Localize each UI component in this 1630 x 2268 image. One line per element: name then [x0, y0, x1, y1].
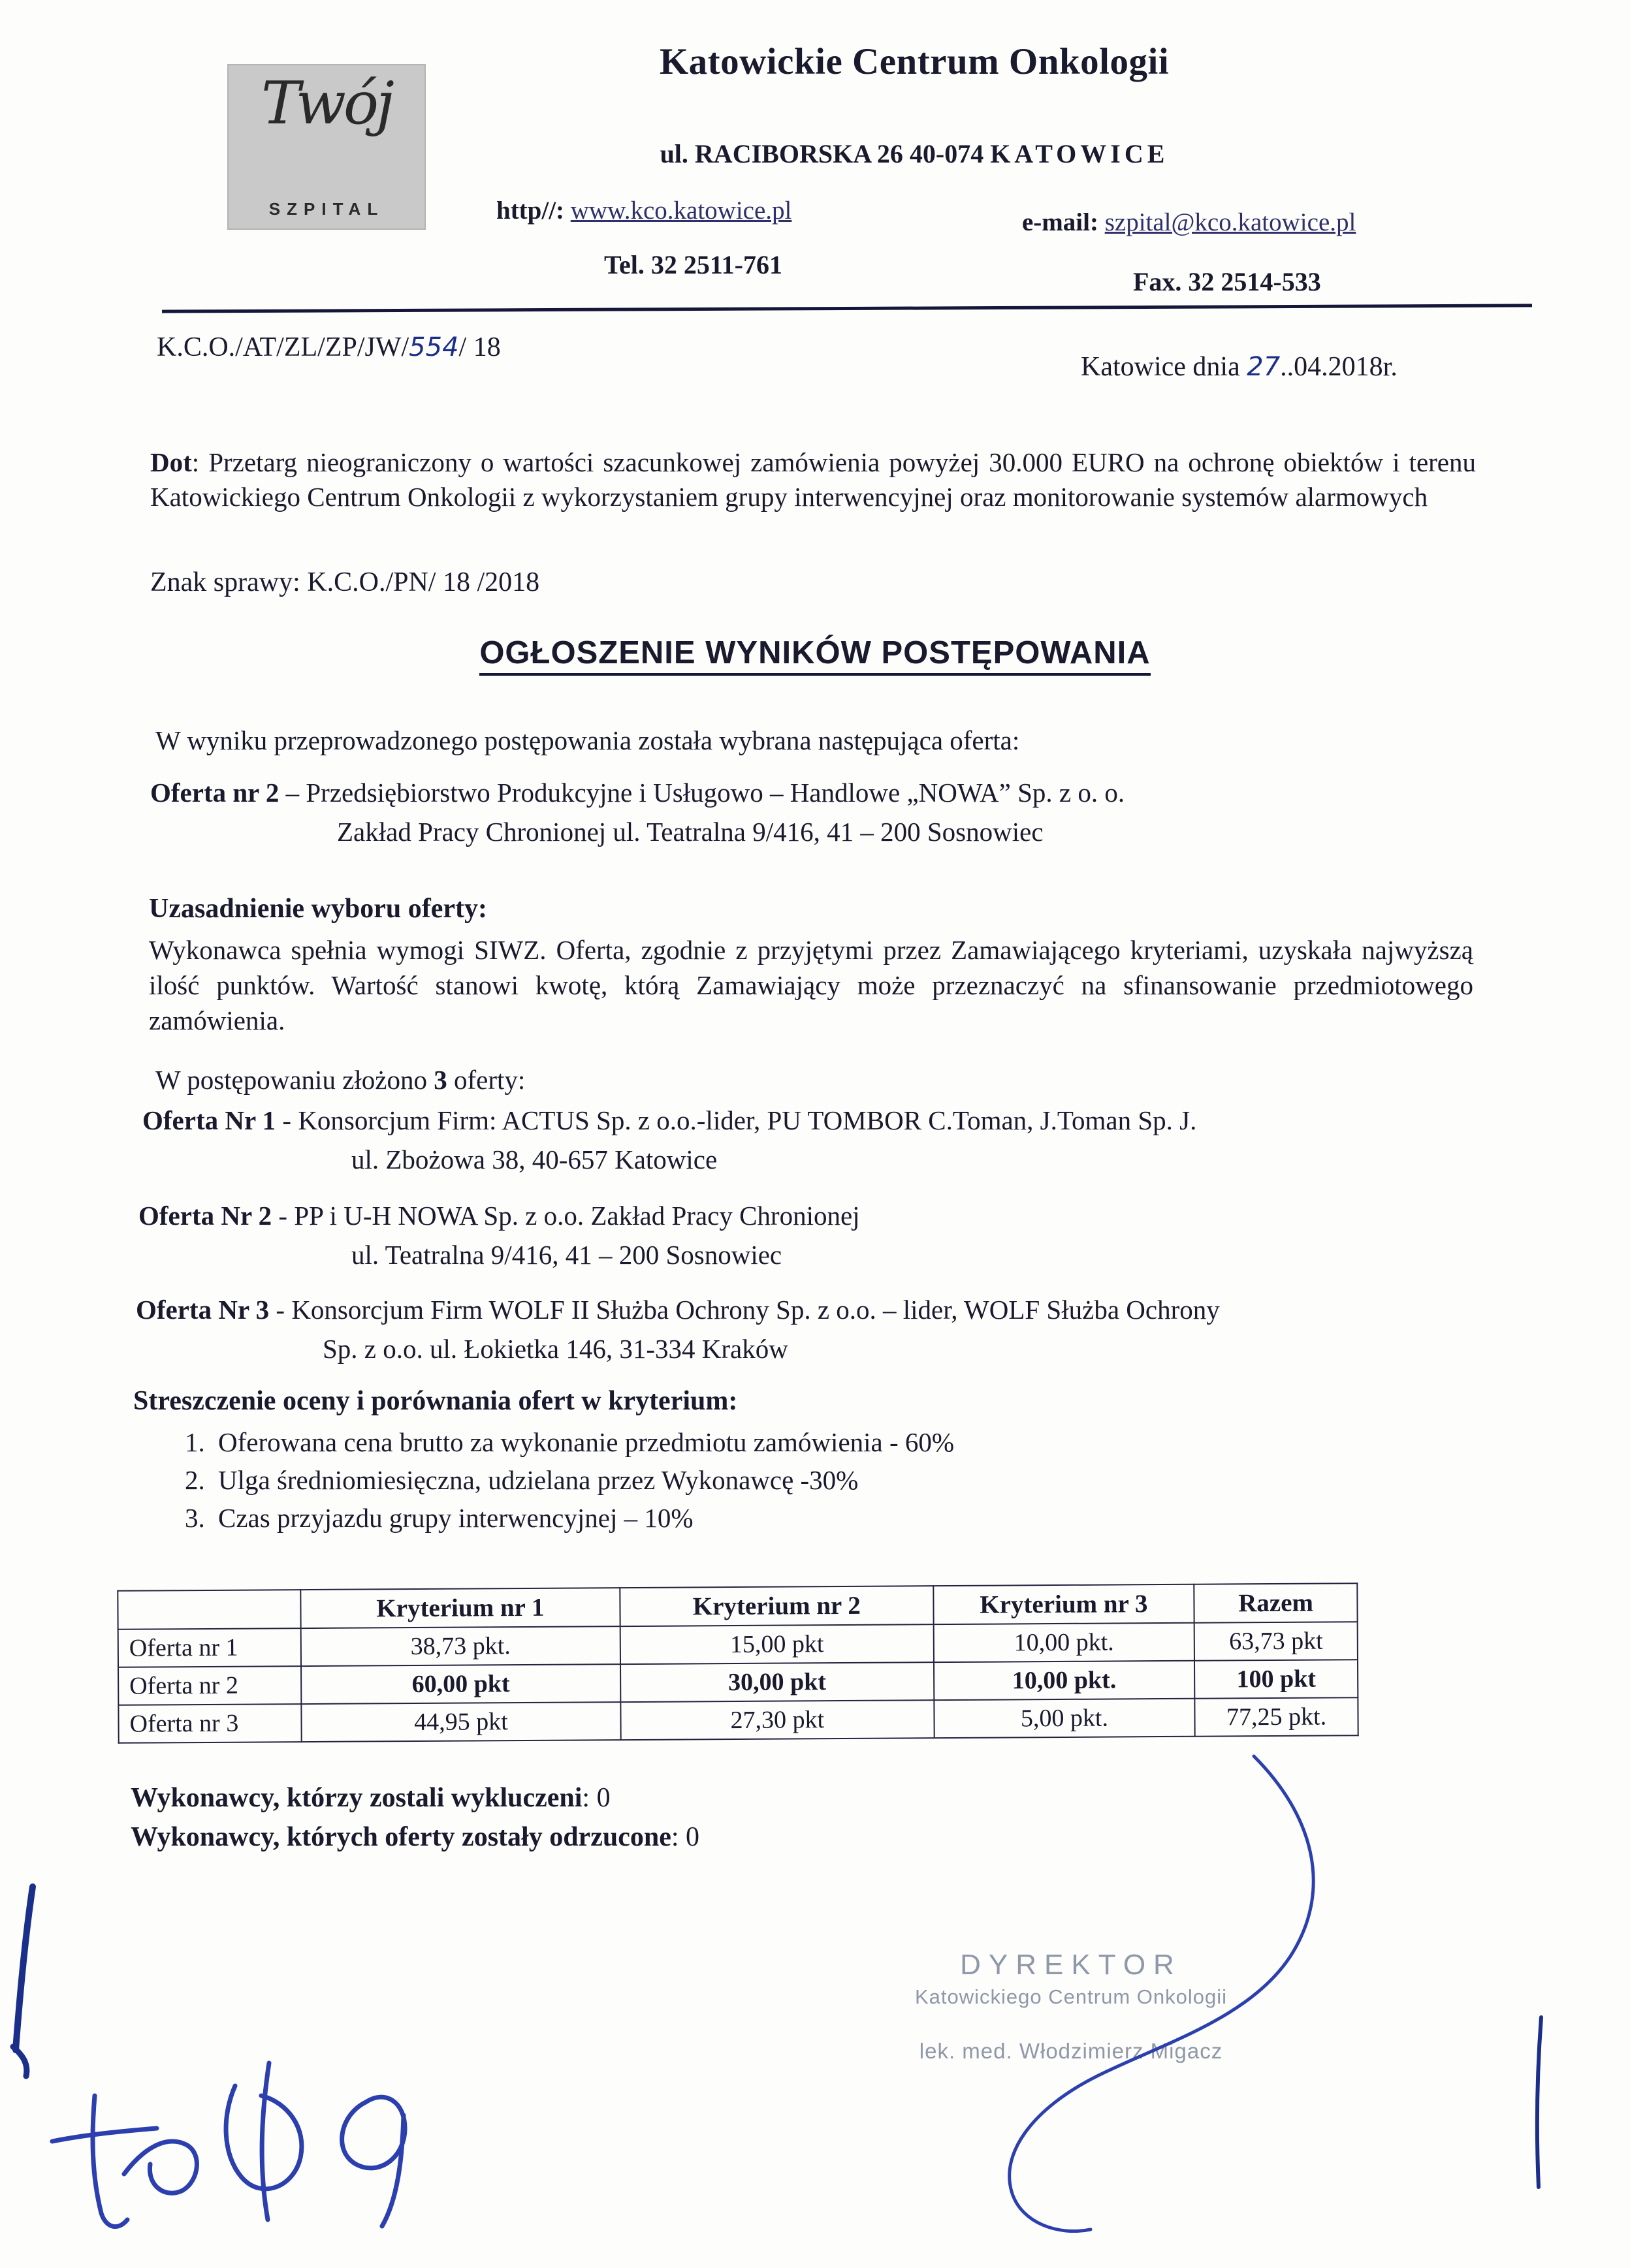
telephone-number: Tel. 32 2511-761 [604, 250, 782, 279]
website-link[interactable]: www.kco.katowice.pl [570, 197, 792, 225]
justification-body: Wykonawca spełnia wymogi SIWZ. Oferta, zgodnie z przyjętymi przez Zamawiającego kryteriami, uzyskała najwyższą ilość punktów. Wartość stanowi kwotę, którą Zamawiający może przeznaczyć na sfinansowanie przedmiotowego zamówienia. [149, 935, 1473, 1036]
table-header-cell [118, 1590, 300, 1630]
criteria-item: 2. Ulga średniomiesięczna, udzielana przez Wykonawcę -30% [212, 1461, 954, 1499]
case-number: Znak sprawy: K.C.O./PN/ 18 /2018 [150, 567, 540, 597]
address-street: ul. RACIBORSKA 26 40-074 [660, 139, 991, 168]
place-date-suffix: ..04.2018r. [1280, 352, 1398, 382]
fax-number: Fax. 32 2514-533 [1133, 267, 1321, 296]
reference-number [157, 332, 501, 363]
table-cell-total: 63,73 pkt [1194, 1622, 1358, 1661]
offer-2-name: - PP i U-H NOWA Sp. z o.o. Zakład Pracy Chronionej [272, 1201, 860, 1231]
table-row [118, 1697, 1358, 1743]
table-cell-total: 77,25 pkt. [1195, 1697, 1358, 1737]
place-date-prefix: Katowice dnia [1081, 352, 1247, 382]
director-stamp [849, 1949, 1293, 2064]
table-cell-criterion3: 5,00 pkt. [934, 1699, 1195, 1738]
table-cell-criterion3: 10,00 pkt. [934, 1661, 1195, 1700]
offer-1-name: - Konsorcjum Firm: ACTUS Sp. z o.o.-lider, PU TOMBOR C.Toman, J.Toman Sp. J. [276, 1105, 1197, 1135]
reference-suffix: / 18 [458, 332, 501, 362]
offer-3-line [136, 1294, 1220, 1325]
website-label: http//: [496, 197, 571, 225]
subject-paragraph [150, 445, 1476, 515]
table-cell-offer-label: Oferta nr 2 [118, 1666, 301, 1705]
excluded-contractors-line [131, 1782, 611, 1814]
table-cell-criterion1: 38,73 pkt. [300, 1626, 620, 1666]
table-header-cell: Kryterium nr 1 [300, 1588, 620, 1628]
website-line [496, 196, 791, 225]
reference-handwritten-number: 554 [409, 332, 459, 362]
winning-offer-address: Zakład Pracy Chronionej ul. Teatralna 9/416, 41 – 200 Sosnowiec [337, 817, 1044, 847]
signature-ink [26, 2024, 496, 2239]
submitted-count-prefix: W postępowaniu złożono [155, 1065, 434, 1095]
right-margin-ink [1522, 2011, 1561, 2207]
email-label: e-mail: [1022, 208, 1105, 236]
offer-3-name: - Konsorcjum Firm WOLF II Służba Ochrony Sp. z o.o. – lider, WOLF Służba Ochrony [269, 1295, 1220, 1325]
winning-offer-line [150, 777, 1125, 808]
offer-2-address: ul. Teatralna 9/416, 41 – 200 Sosnowiec [351, 1240, 782, 1270]
rejected-offers-value: : 0 [671, 1822, 700, 1852]
offer-2-line [138, 1200, 860, 1231]
rejected-offers-label: Wykonawcy, których oferty zostały odrzucone [131, 1822, 671, 1852]
announcement-title-text: OGŁOSZENIE WYNIKÓW POSTĘPOWANIA [479, 635, 1150, 676]
reference-prefix: K.C.O./AT/ZL/ZP/JW/ [157, 332, 409, 362]
offer-1-address: ul. Zbożowa 38, 40-657 Katowice [351, 1144, 718, 1174]
table-cell-criterion2: 27,30 pkt [620, 1700, 934, 1740]
table-header-cell: Kryterium nr 2 [620, 1586, 933, 1626]
email-link[interactable]: szpital@kco.katowice.pl [1104, 208, 1356, 236]
submitted-count-line [155, 1064, 525, 1095]
header-divider [162, 304, 1532, 313]
result-intro: W wyniku przeprowadzonego postępowania została wybrana następująca oferta: [155, 725, 1020, 755]
offer-1-line [142, 1105, 1196, 1136]
stamp-organization: Katowickiego Centrum Onkologii [915, 1985, 1227, 2008]
offer-3-label: Oferta Nr 3 [136, 1295, 270, 1325]
submitted-count-suffix: oferty: [447, 1065, 526, 1095]
excluded-contractors-value: : 0 [582, 1783, 611, 1813]
offer-2-label: Oferta Nr 2 [138, 1201, 272, 1231]
winning-offer-name: – Przedsiębiorstwo Produkcyjne i Usługowo – Handlowe „NOWA” Sp. z o. o. [279, 778, 1125, 808]
submitted-count-value: 3 [434, 1065, 447, 1095]
address-city: KATOWICE [990, 139, 1169, 168]
email-line [1022, 208, 1356, 237]
winning-offer-label: Oferta nr 2 [150, 778, 280, 808]
criteria-item: 3. Czas przyjazdu grupy interwencyjnej – 10% [212, 1499, 954, 1537]
subject-label: Dot [150, 447, 192, 477]
table-cell-offer-label: Oferta nr 1 [118, 1628, 301, 1667]
criteria-list [175, 1423, 954, 1537]
scores-table [117, 1583, 1358, 1744]
justification-title: Uzasadnienie wyboru oferty: [149, 894, 487, 924]
table-cell-criterion1: 60,00 pkt [301, 1664, 621, 1704]
stamp-title: DYREKTOR [960, 1949, 1182, 1981]
margin-ink-stroke [7, 1880, 85, 2089]
logo-word-text: SZPITAL [268, 199, 385, 219]
table-header-cell: Razem [1194, 1583, 1357, 1623]
subject-text: : Przetarg nieograniczony o wartości szacunkowej zamówienia powyżej 30.000 EURO na ochronę obiektów i terenu Katowickiego Centrum Onkologii z wykorzystaniem grupy interwencyjnej oraz monitorowanie systemów alarmowych [150, 447, 1476, 512]
place-and-date [1081, 351, 1398, 383]
date-handwritten-day: 27 [1247, 352, 1281, 382]
table-cell-criterion2: 30,00 pkt [620, 1662, 934, 1702]
criteria-title: Streszczenie oceny i porównania ofert w kryterium: [133, 1386, 738, 1416]
table-cell-criterion3: 10,00 pkt. [933, 1623, 1194, 1662]
criteria-item: 1. Oferowana cena brutto za wykonanie przedmiotu zamówienia - 60% [212, 1423, 954, 1461]
announcement-title [0, 635, 1630, 671]
hospital-logo [227, 64, 426, 230]
offer-1-label: Oferta Nr 1 [142, 1105, 276, 1135]
table-cell-criterion2: 15,00 pkt [620, 1624, 934, 1664]
table-header-cell: Kryterium nr 3 [933, 1584, 1194, 1624]
table-cell-total: 100 pkt [1194, 1660, 1358, 1699]
table-cell-criterion1: 44,95 pkt [301, 1702, 621, 1742]
organization-title: Katowickie Centrum Onkologii [659, 41, 1170, 82]
offer-3-address: Sp. z o.o. ul. Łokietka 146, 31-334 Kraków [323, 1334, 788, 1364]
rejected-offers-line [131, 1821, 699, 1853]
excluded-contractors-label: Wykonawcy, którzy zostali wykluczeni [131, 1783, 583, 1813]
logo-script-text: Twój [261, 69, 392, 138]
organization-address [457, 138, 1371, 169]
table-cell-offer-label: Oferta nr 3 [118, 1704, 301, 1743]
stamp-person-name: lek. med. Włodzimierz Migacz [919, 2039, 1223, 2063]
